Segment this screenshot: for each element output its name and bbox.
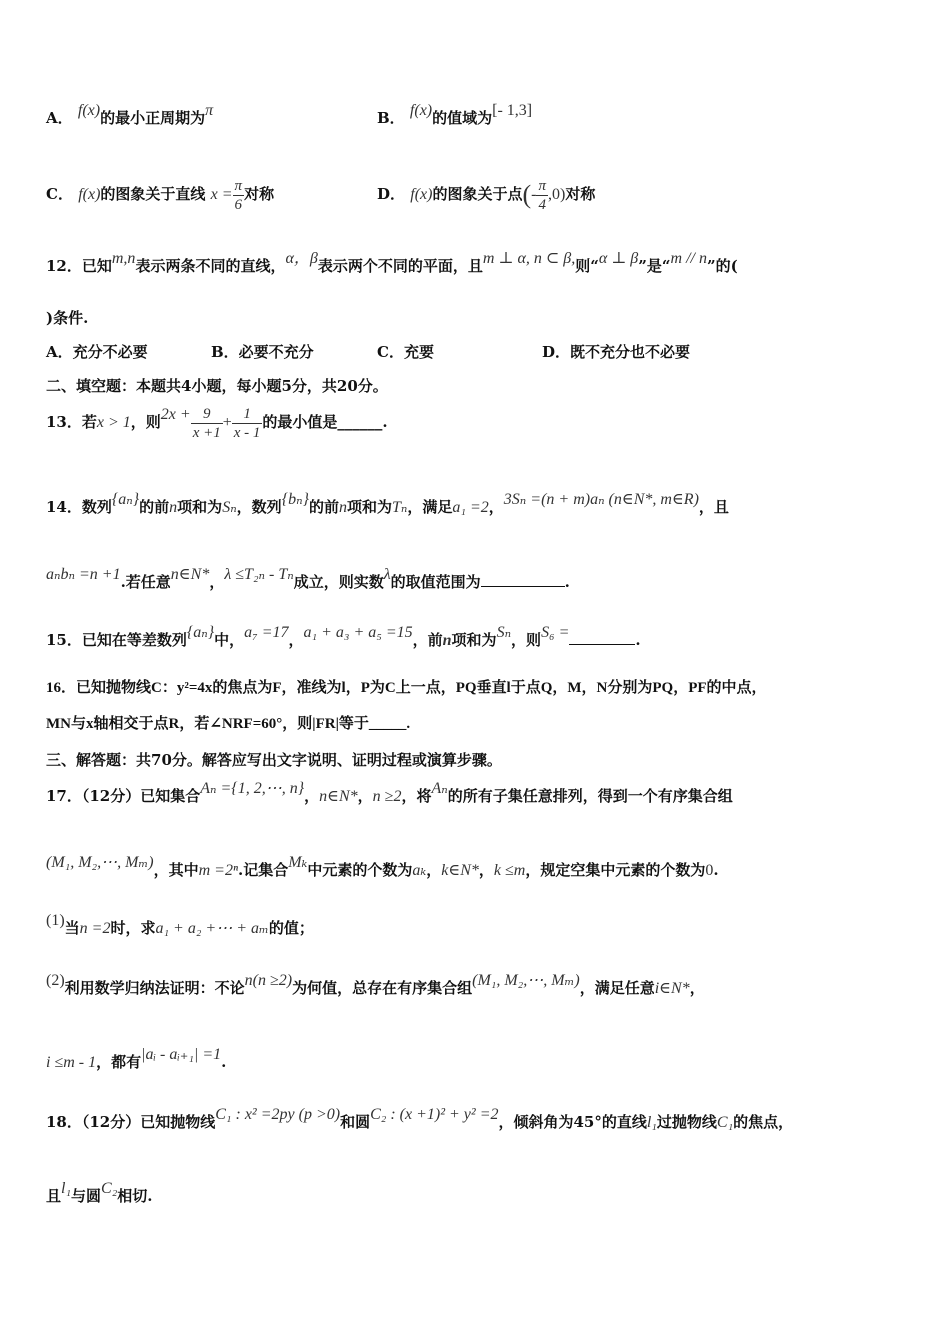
q12-text-1: 表示两条不同的直线， bbox=[135, 257, 286, 275]
q14-number: 14．数列 bbox=[46, 498, 112, 516]
q11-a-text: 的最小正周期为 bbox=[100, 109, 206, 127]
q11-d-fraction bbox=[536, 177, 548, 214]
q11-option-row-cd bbox=[46, 172, 920, 216]
q12-option-a: A．充分不必要 bbox=[46, 343, 148, 361]
q15-text-4: 项和为 bbox=[451, 631, 497, 649]
q12-lines: m,n bbox=[111, 250, 136, 267]
q12-planes: α，β bbox=[285, 250, 318, 267]
q15-text-5: ，则 bbox=[511, 631, 542, 649]
q17-line2 bbox=[46, 854, 920, 881]
q18-text-4: 的焦点， bbox=[733, 1113, 794, 1131]
q11-d-sign: - bbox=[531, 186, 537, 203]
q17-period-2: . bbox=[221, 1053, 227, 1071]
q18-circle: C₂ : (x +1)² + y² =2 bbox=[370, 1106, 499, 1123]
q12-text-4: ”是“ bbox=[638, 257, 671, 275]
q17-text-1: ， bbox=[304, 787, 320, 805]
q18-text-2: ，倾斜角为45°的直线 bbox=[498, 1113, 647, 1131]
q15-n: n bbox=[442, 632, 452, 649]
section-2-heading: 二、填空题：本题共4小题，每小题5分，共20分。 bbox=[46, 377, 388, 395]
q15-period: . bbox=[635, 631, 641, 649]
q14-period: . bbox=[564, 573, 570, 591]
q12-option-c: C．充要 bbox=[377, 343, 434, 361]
q11-c-text: 的图象关于直线 bbox=[100, 185, 206, 203]
q14-text-1: 的前 bbox=[139, 498, 170, 516]
q17-part2 bbox=[46, 972, 920, 999]
q11-d-math: f(x) bbox=[410, 186, 433, 203]
q14-lambda: λ bbox=[383, 566, 391, 583]
q15-a7: a₇ =17 bbox=[244, 624, 289, 641]
q12-text-2: 表示两个不同的平面，且 bbox=[317, 257, 483, 275]
q17-cond-1: n∈N* bbox=[319, 788, 358, 805]
q18-line1 bbox=[46, 1106, 920, 1133]
q12-line1 bbox=[46, 250, 920, 277]
q11-b-label: B． bbox=[377, 109, 405, 127]
q17-part2-label: (2) bbox=[46, 972, 65, 989]
q12-number: 12．已知 bbox=[46, 257, 112, 275]
q17-part1-text-3: 的值； bbox=[268, 919, 314, 937]
q11-c-frac-num: π bbox=[234, 177, 243, 194]
q17-part1-text-1: 当 bbox=[64, 919, 80, 937]
q11-c-text-end: 对称 bbox=[244, 185, 275, 203]
q17-set: Aₙ ={1, 2,⋯, n} bbox=[200, 780, 305, 797]
q12-proposition-1: α ⊥ β bbox=[598, 250, 639, 267]
q15-sn: Sₙ bbox=[496, 624, 512, 641]
q11-option-c bbox=[46, 177, 275, 213]
q14-n-2: n bbox=[338, 499, 347, 516]
q14-text-4: 的前 bbox=[308, 498, 339, 516]
q14-text-6: ，满足 bbox=[407, 498, 453, 516]
q13-plus: + bbox=[222, 414, 232, 431]
q11-a-math: f(x) bbox=[77, 102, 101, 119]
q18-text-5: 且 bbox=[46, 1187, 62, 1205]
q17-text-9: ， bbox=[478, 861, 494, 879]
q17-tuple: (M₁, M₂,⋯, Mₘ) bbox=[46, 854, 154, 871]
q13-expr: 2x + bbox=[160, 406, 191, 423]
q14-cond: n∈N* bbox=[170, 566, 210, 583]
q17-text-6: .记集合 bbox=[237, 861, 289, 879]
q18-text-7: 相切. bbox=[117, 1187, 153, 1205]
q11-b-math: f(x) bbox=[409, 102, 433, 119]
q13-frac1-num: 9 bbox=[191, 405, 223, 424]
q12-options bbox=[46, 342, 920, 362]
q13-text-1: ，则 bbox=[130, 413, 161, 431]
q17-text-2: ， bbox=[357, 787, 373, 805]
q11-b-text: 的值域为 bbox=[432, 109, 493, 127]
q18-l1-2: l₁ bbox=[61, 1180, 72, 1197]
q11-d-text: 的图象关于点 bbox=[432, 185, 523, 203]
q11-b-value: [- 1,3] bbox=[492, 102, 533, 119]
q17-an: Aₙ bbox=[431, 780, 448, 797]
q17-text-5: ，其中 bbox=[153, 861, 199, 879]
q17-text-7: 中元素的个数为 bbox=[307, 861, 413, 879]
q16-line1: 16．已知抛物线C：y²=4x的焦点为F，准线为l，P为C上一点，PQ垂直l于点Q，M，N分别为PQ，PF的中点， bbox=[46, 680, 767, 696]
q14-text-10: ， bbox=[209, 573, 225, 591]
q17-part2-text-3: ，满足任意 bbox=[579, 979, 655, 997]
q15 bbox=[46, 624, 920, 651]
q12-proposition-2: m // n bbox=[670, 250, 707, 267]
q17-part2-tuple: (M₁, M₂,⋯, Mₘ) bbox=[472, 972, 580, 989]
q11-a-label: A． bbox=[46, 109, 73, 127]
q17-part2-text-1: 利用数学归纳法证明：不论 bbox=[64, 979, 245, 997]
q17-ak: aₖ bbox=[412, 862, 427, 879]
q17-text-4: 的所有子集任意排列，得到一个有序集合组 bbox=[447, 787, 733, 805]
q11-d-paren-open: ( bbox=[522, 180, 532, 209]
q11-a-value: π bbox=[205, 102, 214, 119]
q17-part1-sum: a₁ + a₂ +⋯ + aₘ bbox=[155, 920, 269, 937]
q12-text-6: )条件. bbox=[46, 309, 89, 327]
q17-km: k ≤m bbox=[493, 862, 526, 879]
section-3-heading: 三、解答题：共70分。解答应写出文字说明、证明过程或演算步骤。 bbox=[46, 751, 502, 769]
q15-s6: S₆ = bbox=[541, 624, 570, 641]
q11-c-math: f(x) bbox=[78, 186, 101, 203]
q17-part1 bbox=[46, 912, 920, 939]
q17-zero: 0 bbox=[705, 862, 714, 879]
q18-line2 bbox=[46, 1180, 920, 1207]
q12-condition: m ⊥ α, n ⊂ β, bbox=[482, 250, 576, 267]
q14-text-9: .若任意 bbox=[120, 573, 171, 591]
q14-relation: 3Sₙ =(n + m)aₙ (n∈N*, m∈R) bbox=[503, 491, 699, 508]
q11-c-fraction bbox=[233, 177, 245, 214]
q12-option-d: D．既不充分也不必要 bbox=[542, 343, 691, 361]
q18-text-6: 与圆 bbox=[71, 1187, 102, 1205]
q11-option-b bbox=[377, 102, 533, 129]
q13-frac2-num: 1 bbox=[232, 405, 263, 424]
q17-abs-eq: |aᵢ - aᵢ₊₁| =1 bbox=[141, 1046, 222, 1063]
q11-option-row-ab bbox=[46, 102, 920, 129]
q13-frac1-den: x +1 bbox=[192, 424, 221, 441]
q11-d-frac-den: 4 bbox=[538, 196, 546, 213]
q14-inequality: λ ≤T₂ₙ - Tₙ bbox=[224, 566, 294, 583]
q11-option-a bbox=[46, 102, 214, 127]
q17-part1-label: (1) bbox=[46, 912, 65, 929]
q12-text-5: ”的( bbox=[707, 257, 738, 275]
q17-number: 17．（12分）已知集合 bbox=[46, 787, 201, 805]
q18-number: 18．（12分）已知抛物线 bbox=[46, 1113, 216, 1131]
q14-product: aₙbₙ =n +1 bbox=[46, 566, 121, 583]
q13 bbox=[46, 400, 920, 444]
q14-seq-b: {bₙ} bbox=[281, 491, 309, 508]
q18-text-3: 过抛物线 bbox=[656, 1113, 717, 1131]
q12-text-3: 则“ bbox=[575, 257, 599, 275]
q12-option-b: B．必要不充分 bbox=[211, 343, 314, 361]
q14-sn: Sₙ bbox=[222, 499, 237, 516]
q17-part1-n: n =2 bbox=[79, 920, 111, 937]
q11-d-label: D． bbox=[377, 185, 406, 203]
q16-line2: MN与x轴相交于点R，若∠NRF=60°，则|FR|等于_____. bbox=[46, 716, 411, 732]
q14-text-7: ， bbox=[488, 498, 504, 516]
q11-option-d bbox=[377, 172, 595, 217]
q14-text-11: 成立，则实数 bbox=[293, 573, 384, 591]
q17-i-range: i ≤m - 1 bbox=[46, 1054, 97, 1071]
q15-seq: {aₙ} bbox=[186, 624, 215, 641]
q14-seq-a: {aₙ} bbox=[111, 491, 140, 508]
q11-d-paren-close: ,0) bbox=[547, 186, 566, 203]
q14-text-5: 项和为 bbox=[346, 498, 392, 516]
q17-period-1: . bbox=[713, 861, 719, 879]
q14-tn: Tₙ bbox=[392, 499, 408, 516]
q17-part2-i: i∈N* bbox=[654, 980, 690, 997]
q14-text-12: 的取值范围为 bbox=[390, 573, 481, 591]
q14-n-1: n bbox=[169, 499, 178, 516]
q15-text-3: ，前 bbox=[412, 631, 443, 649]
q17-part2-text-2: 为何值，总存在有序集合组 bbox=[292, 979, 473, 997]
q17-m: m =2ⁿ bbox=[198, 862, 238, 879]
q15-text-2: ， bbox=[288, 631, 304, 649]
q15-text-1: 中， bbox=[214, 631, 245, 649]
q15-answer-blank[interactable] bbox=[569, 630, 635, 645]
q13-frac2-den: x - 1 bbox=[233, 424, 261, 441]
q15-sum: a₁ + a₃ + a₅ =15 bbox=[303, 624, 413, 641]
q13-fraction-1 bbox=[191, 405, 223, 442]
q17-text-11: ，都有 bbox=[96, 1053, 142, 1071]
q17-text-8: ， bbox=[426, 861, 442, 879]
q14-text-2: 项和为 bbox=[177, 498, 223, 516]
q13-condition: x > 1 bbox=[96, 414, 131, 431]
q13-fraction-2 bbox=[232, 405, 263, 442]
q11-c-frac-den: 6 bbox=[234, 196, 243, 213]
q15-number: 15．已知在等差数列 bbox=[46, 631, 187, 649]
q14-text-8: ，且 bbox=[698, 498, 729, 516]
q17-k: k∈N* bbox=[441, 862, 479, 879]
q11-d-frac-num: π bbox=[538, 177, 546, 194]
q17-text-10: ，规定空集中元素的个数为 bbox=[525, 861, 706, 879]
q11-d-text-end: 对称 bbox=[565, 185, 596, 203]
q14-a1: a₁ =2 bbox=[452, 499, 489, 516]
q18-line-l1: l₁ bbox=[646, 1114, 657, 1131]
q18-c2-2: C₂ bbox=[101, 1180, 118, 1197]
q18-c1: C₁ bbox=[716, 1114, 734, 1131]
q14-text-3: ，数列 bbox=[236, 498, 282, 516]
q17-text-3: ，将 bbox=[401, 787, 432, 805]
q11-c-label: C． bbox=[46, 185, 73, 203]
q17-cond-2: n ≥2 bbox=[372, 788, 402, 805]
q14-answer-blank[interactable] bbox=[481, 572, 565, 587]
q11-c-equation: x = bbox=[210, 186, 233, 203]
q18-parabola: C₁ : x² =2py (p >0) bbox=[215, 1106, 341, 1123]
q17-part2-n: n(n ≥2) bbox=[244, 972, 293, 989]
q17-line1 bbox=[46, 780, 920, 807]
q17-part1-text-2: 时，求 bbox=[110, 919, 156, 937]
q13-number: 13．若 bbox=[46, 413, 97, 431]
q17-mk: Mₖ bbox=[288, 854, 308, 871]
q17-part2-text-4: ， bbox=[689, 979, 705, 997]
q14-line1 bbox=[46, 491, 920, 518]
q13-text-2: 的最小值是______. bbox=[262, 413, 388, 431]
q14-line2 bbox=[46, 566, 920, 593]
q12-line2 bbox=[46, 308, 920, 328]
q18-text-1: 和圆 bbox=[340, 1113, 371, 1131]
q17-line5 bbox=[46, 1046, 920, 1073]
